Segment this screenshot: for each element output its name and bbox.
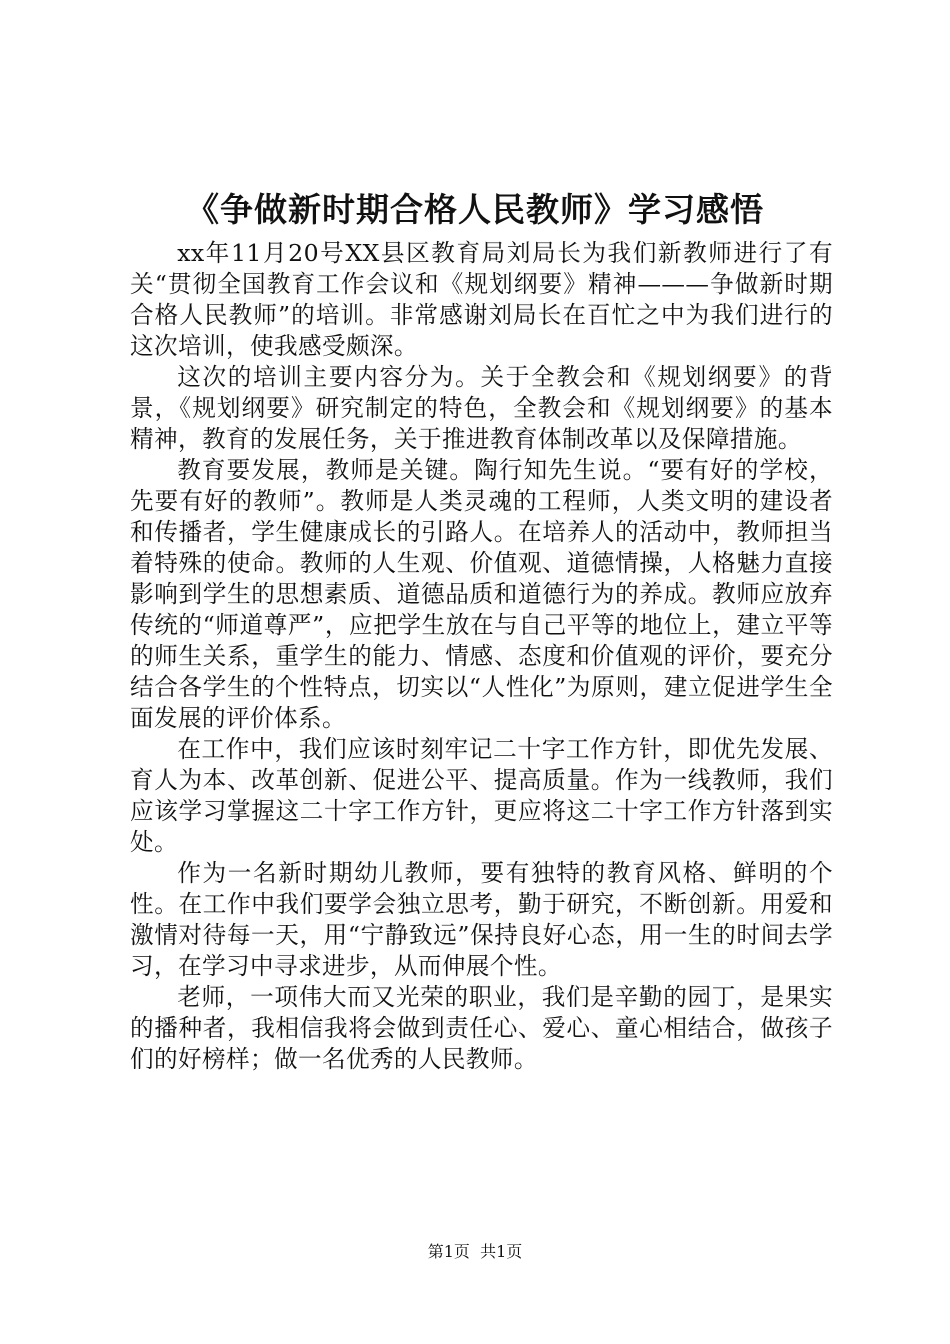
page-footer [0,1240,950,1264]
page-total: 共1页 [480,1242,523,1261]
footer-spacer [470,1242,480,1261]
paragraph-3: 教育要发展，教师是关键。陶行知先生说。“要有好的学校，先要有好的教师”。教师是人类灵魂的工程师，人类文明的建设者和传播者，学生健康成长的引路人。在培养人的活动中，教师担当着特殊的使命。教师的人生观、价值观、道德情操，人格魅力直接影响到学生的思想素质、道德品质和道德行为的养成。教师应放弃传统的“师道尊严”，应把学生放在与自己平等的地位上，建立平等的师生关系，重学生的能力、情感、态度和价值观的评价，要充分结合各学生的个性特点，切实以“人性化”为原则，建立促进学生全面发展的评价体系。 [130,456,833,732]
document-title: 《争做新时期合格人民教师》学习感悟 [186,190,764,229]
paragraph-6: 老师，一项伟大而又光荣的职业，我们是辛勤的园丁，是果实的播种者，我相信我将会做到责任心、爱心、童心相结合，做孩子们的好榜样；做一名优秀的人民教师。 [130,983,833,1073]
page-number: 第1页 [427,1242,470,1261]
paragraph-2: 这次的培训主要内容分为。关于全教会和《规划纲要》的背景，《规划纲要》研究制定的特色，全教会和《规划纲要》的基本精神，教育的发展任务，关于推进教育体制改革以及保障措施。 [130,363,833,453]
paragraph-5: 作为一名新时期幼儿教师，要有独特的教育风格、鲜明的个性。在工作中我们要学会独立思考，勤于研究，不断创新。用爱和激情对待每一天，用“宁静致远”保持良好心态，用一生的时间去学习，在学习中寻求进步，从而伸展个性。 [130,859,833,980]
paragraph-1: xx年11月20号XX县区教育局刘局长为我们新教师进行了有关“贯彻全国教育工作会议和《规划纲要》精神———争做新时期合格人民教师”的培训。非常感谢刘局长在百忙之中为我们进行的这次培训，使我感受颇深。 [130,239,833,360]
paragraph-4: 在工作中，我们应该时刻牢记二十字工作方针，即优先发展、育人为本、改革创新、促进公平、提高质量。作为一线教师，我们应该学习掌握这二十字工作方针，更应将这二十字工作方针落到实处。 [130,735,833,856]
document-body [130,238,833,1075]
